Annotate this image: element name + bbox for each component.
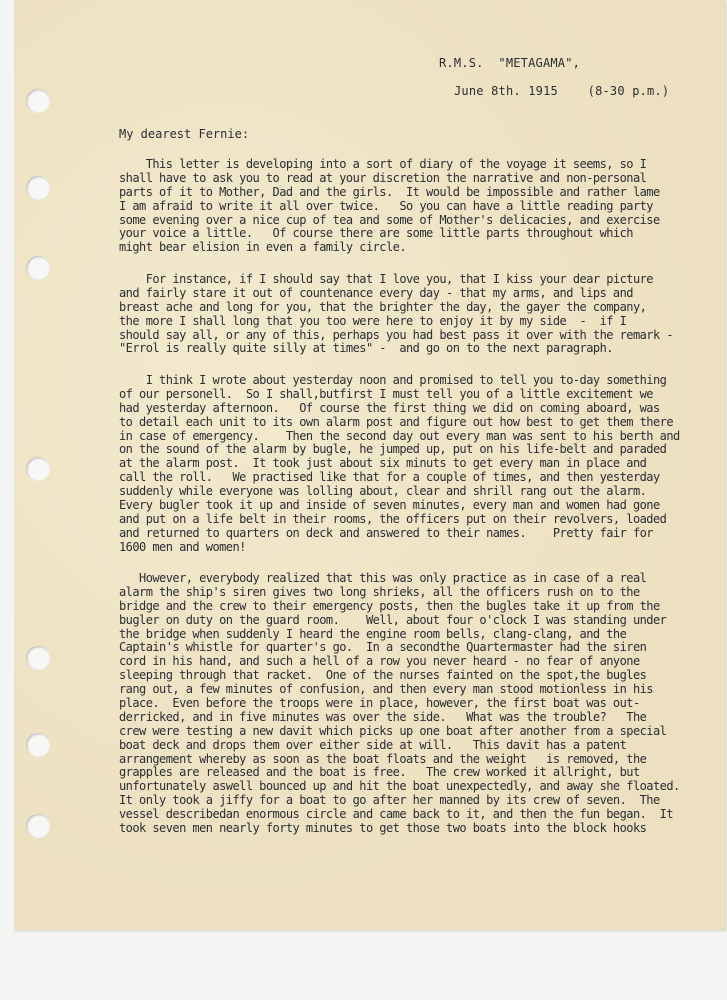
paragraph [119,572,680,836]
text-line: and put on a life belt in their rooms, the officers put on their revolvers, loaded [119,511,667,526]
paragraph [119,158,660,255]
text-line: sleeping through that racket. One of the nurses fainted on the spot,the bugles [119,668,647,683]
text-line: and returned to quarters on deck and answered to their names. Pretty fair for [119,525,653,540]
text-line: I think I wrote about yesterday noon and promised to tell you to-day something [119,373,667,387]
text-line: Every bugler took it up and inside of seven minutes, every man and women had gone [119,498,660,513]
date-line: June 8th. 1915 (8-30 p.m.) [454,84,670,98]
paragraph [119,374,680,555]
text-line: took seven men nearly forty minutes to get those two boats into the block hooks [119,821,647,836]
punch-hole [26,457,50,481]
punch-hole [26,176,50,200]
punch-hole [26,89,50,113]
ship-name-line: R.M.S. "METAGAMA", [439,56,581,70]
text-line: crew were testing a new davit which picks up one boat after another from a special [119,723,667,738]
text-line: at the alarm post. It took just about six minuts to get every man in place and [119,456,647,471]
text-line: boat deck and drops them over either side at will. This davit has a patent [119,737,627,752]
text-line: arrangement whereby as soon as the boat floats and the weight is removed, the [119,751,647,766]
punch-hole [26,814,50,838]
text-line: cord in his hand, and such a hell of a row you never heard - no fear of anyone [119,654,640,669]
text-line: place. Even before the troops were in place, however, the first boat was out- [119,696,640,711]
punch-hole [26,646,50,670]
text-line: your voice a little. Of course there are some little parts throughout which [119,226,633,241]
text-line: to detail each unit to its own alarm post and figure out how best to get them there [119,414,673,429]
text-line: "Errol is really quite silly at times" - and go on to the next paragraph. [119,341,613,356]
text-line: should say all, or any of this, perhaps you had best pass it over with the remark - [119,327,673,342]
text-line: derricked, and in five minutes was over the side. What was the trouble? The [119,709,647,724]
punch-hole [26,256,50,280]
text-line: suddenly while everyone was lolling about, clear and shrill rang out the alarm. [119,484,647,499]
text-line: might bear elision in even a family circle. [119,240,407,255]
text-line: the more I shall long that you too were here to enjoy it by my side - if I [119,313,627,328]
text-line: For instance, if I should say that I love you, that I kiss your dear picture [119,272,653,286]
text-line: shall have to ask you to read at your discretion the narrative and non-personal [119,170,647,185]
text-line: bridge and the crew to their emergency posts, then the bugles take it up from the [119,598,660,613]
text-line: However, everybody realized that this was only practice as in case of a real [119,571,647,585]
text-line: 1600 men and women! [119,539,246,554]
text-line: in case of emergency. Then the second day out every man was sent to his berth and [119,428,680,443]
salutation: My dearest Fernie: [119,127,250,141]
text-line: parts of it to Mother, Dad and the girls. It would be impossible and rather lame [119,184,660,199]
text-line: rang out, a few minutes of confusion, and then every man stood motionless in his [119,682,653,697]
text-line: and fairly stare it out of countenance every day - that my arms, and lips and [119,285,633,300]
text-line: bugler on duty on the guard room. Well, about four o'clock I was standing under [119,612,667,627]
paragraph [119,273,673,356]
text-line: This letter is developing into a sort of diary of the voyage it seems, so I [119,157,647,171]
text-line: call the roll. We practised like that for a couple of times, and then yesterday [119,470,660,485]
text-line: vessel describedan enormous circle and came back to it, and then the fun began. It [119,807,673,822]
text-line: on the sound of the alarm by bugle, he jumped up, put on his life-belt and paraded [119,442,667,457]
text-line: had yesterday afternoon. Of course the first thing we did on coming aboard, was [119,400,660,415]
text-line: I am afraid to write it all over twice. So you can have a little reading party [119,198,653,213]
text-line: grapples are released and the boat is free. The crew worked it allright, but [119,765,640,780]
text-line: alarm the ship's siren gives two long shrieks, all the officers rush on to the [119,584,640,599]
text-line: unfortunately aswell bounced up and hit the boat unexpectedly, and away she floated. [119,779,680,794]
text-line: of our personell. So I shall,butfirst I must tell you of a little excitement we [119,386,653,401]
text-line: It only took a jiffy for a boat to go after her manned by its crew of seven. The [119,793,660,808]
text-line: Captain's whistle for quarter's go. In a secondthe Quartermaster had the siren [119,640,647,655]
punch-hole [26,733,50,757]
text-line: some evening over a nice cup of tea and some of Mother's delicacies, and exercise [119,212,660,227]
text-line: breast ache and long for you, that the brighter the day, the gayer the company, [119,299,647,314]
text-line: the bridge when suddenly I heard the engine room bells, clang-clang, and the [119,626,627,641]
